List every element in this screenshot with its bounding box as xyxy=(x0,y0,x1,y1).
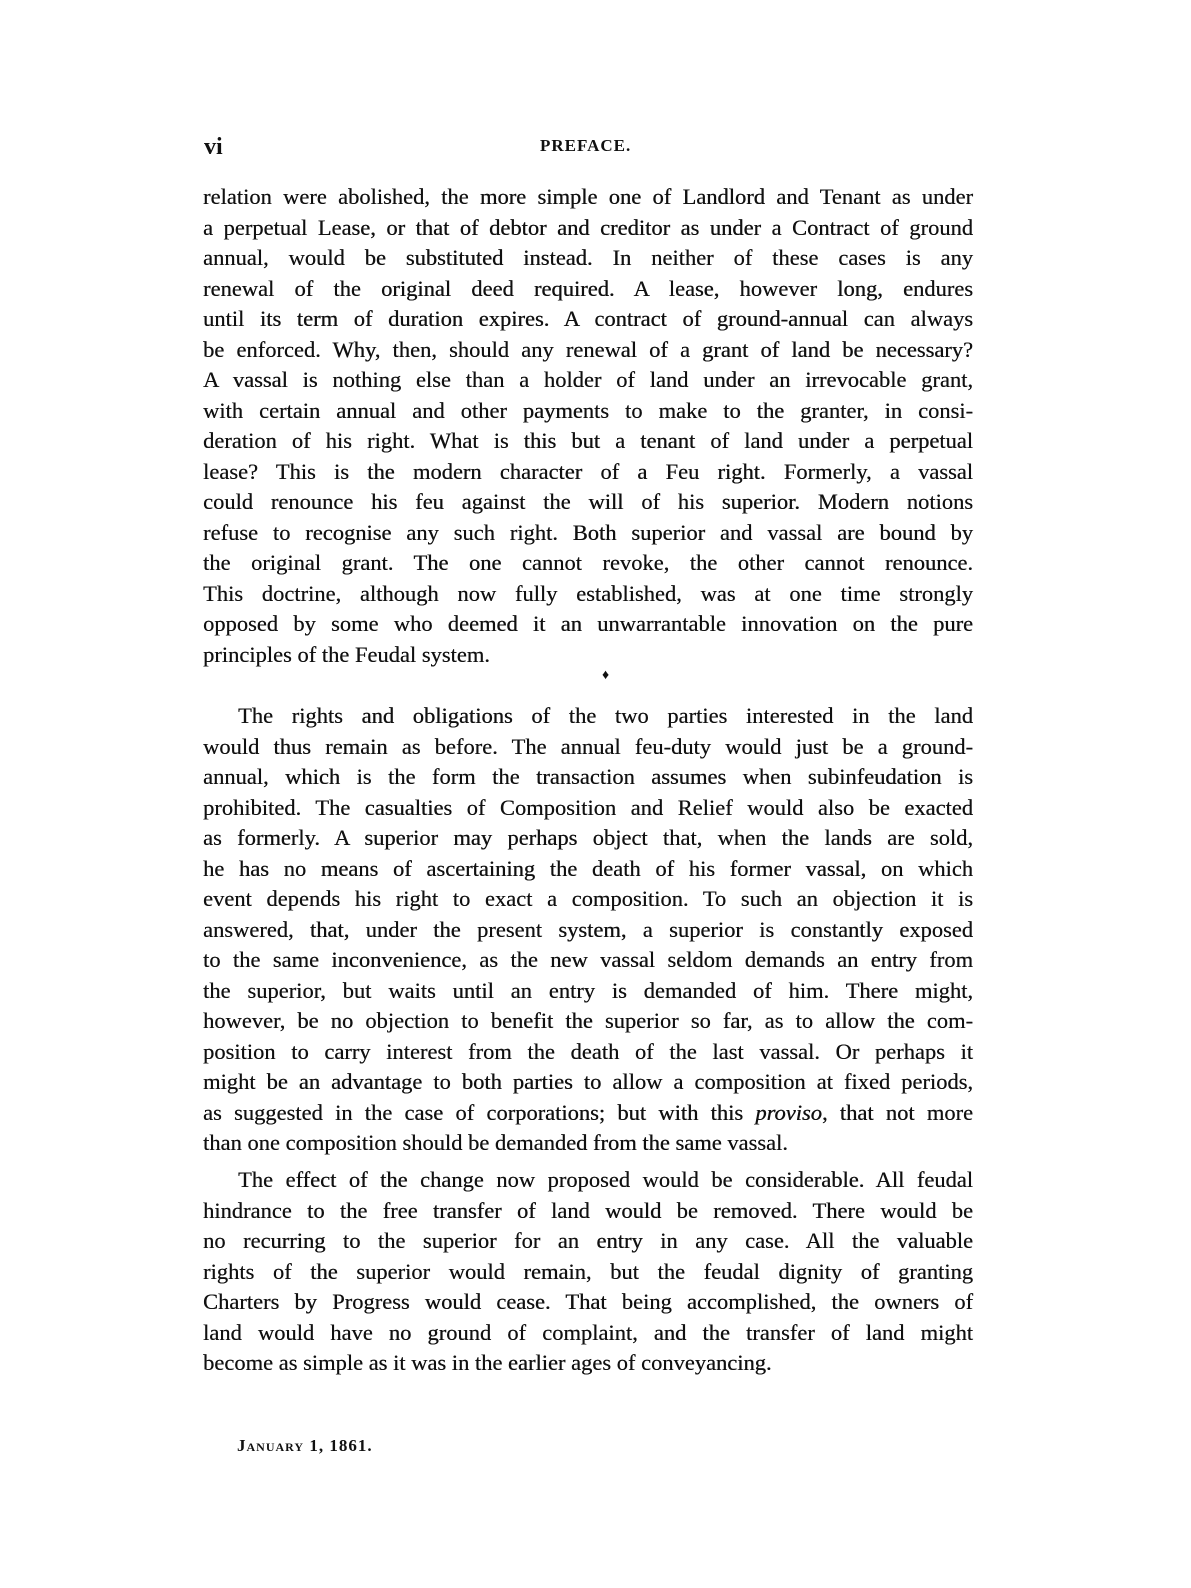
text-line: would thus remain as before. The annual feu-duty would just be a ground- xyxy=(203,733,973,759)
text-line: the superior, but waits until an entry is demanded of him. There might, xyxy=(203,977,973,1003)
text-line: refuse to recognise any such right. Both superior and vassal are bound by xyxy=(203,519,973,545)
text-line: hindrance to the free transfer of land would be removed. There would be xyxy=(203,1197,973,1223)
text-segment: as suggested in the case of corporations; but with this xyxy=(203,1099,756,1125)
text-line: answered, that, under the present system, a superior is constantly exposed xyxy=(203,916,973,942)
text-line: could renounce his feu against the will of his superior. Modern notions xyxy=(203,489,973,514)
text-line: deration of his right. What is this but a tenant of land under a perpetual xyxy=(203,428,973,453)
text-line: A vassal is nothing else than a holder of land under an irrevocable grant, xyxy=(203,367,973,392)
page-number: vi xyxy=(204,134,223,160)
text-line: to the same inconvenience, as the new vassal seldom demands an entry from xyxy=(203,947,973,972)
text-line: prohibited. The casualties of Composition and Relief would also be exacted xyxy=(203,794,973,820)
text-line: be enforced. Why, then, should any renewal of a grant of land be necessary? xyxy=(203,336,973,362)
text-line: land would have no ground of complaint, and the transfer of land might xyxy=(203,1319,973,1345)
text-line: rights of the superior would remain, but the feudal dignity of granting xyxy=(203,1258,973,1284)
paragraph-2 xyxy=(203,701,973,1159)
text-segment: , that not more xyxy=(821,1099,973,1125)
running-head: PREFACE. xyxy=(540,136,632,155)
text-line: renewal of the original deed required. A lease, however long, endures xyxy=(203,275,973,301)
text-line: event depends his right to exact a composition. To such an objection it is xyxy=(203,886,973,911)
text-line: opposed by some who deemed it an unwarrantable innovation on the pure xyxy=(203,611,973,636)
text-line: Charters by Progress would cease. That being accomplished, the owners of xyxy=(203,1289,973,1314)
text-line: principles of the Feudal system. xyxy=(203,641,490,667)
text-line: a perpetual Lease, or that of debtor and creditor as under a Contract of ground xyxy=(203,214,973,240)
text-line: The effect of the change now proposed would be considerable. All feudal xyxy=(238,1167,973,1192)
paragraph-1 xyxy=(203,182,973,670)
text-line: annual, which is the form the transaction assumes when subinfeudation is xyxy=(203,764,973,789)
text-line: until its term of duration expires. A contract of ground-annual can always xyxy=(203,306,973,331)
text-line: as formerly. A superior may perhaps object that, when the lands are sold, xyxy=(203,825,973,850)
text-line: with certain annual and other payments to make to the granter, in consi- xyxy=(203,397,973,423)
text-line: however, be no objection to benefit the superior so far, as to allow the com- xyxy=(203,1008,973,1033)
text-line xyxy=(203,1098,973,1129)
text-line: position to carry interest from the death of the last vassal. Or perhaps it xyxy=(203,1038,973,1064)
text-line: might be an advantage to both parties to allow a composition at fixed periods, xyxy=(203,1069,973,1094)
text-line: become as simple as it was in the earlier ages of conveyancing. xyxy=(203,1350,772,1375)
text-line: lease? This is the modern character of a Feu right. Formerly, a vassal xyxy=(203,458,973,484)
stray-mark: ♦ xyxy=(602,668,610,683)
text-line: than one composition should be demanded from the same vassal. xyxy=(203,1130,788,1155)
text-line: annual, would be substituted instead. In neither of these cases is any xyxy=(203,245,973,270)
date-line: January 1, 1861. xyxy=(237,1436,373,1455)
text-line: no recurring to the superior for an entry in any case. All the valuable xyxy=(203,1228,973,1253)
text-line: the original grant. The one cannot revoke, the other cannot renounce. xyxy=(203,550,973,575)
text-line: This doctrine, although now fully established, was at one time strongly xyxy=(203,580,973,606)
text-line: relation were abolished, the more simple one of Landlord and Tenant as under xyxy=(203,184,973,209)
italic-text: proviso xyxy=(755,1099,822,1125)
paragraph-3 xyxy=(203,1165,973,1379)
text-line: The rights and obligations of the two parties interested in the land xyxy=(238,703,973,728)
text-line: he has no means of ascertaining the death of his former vassal, on which xyxy=(203,855,973,881)
